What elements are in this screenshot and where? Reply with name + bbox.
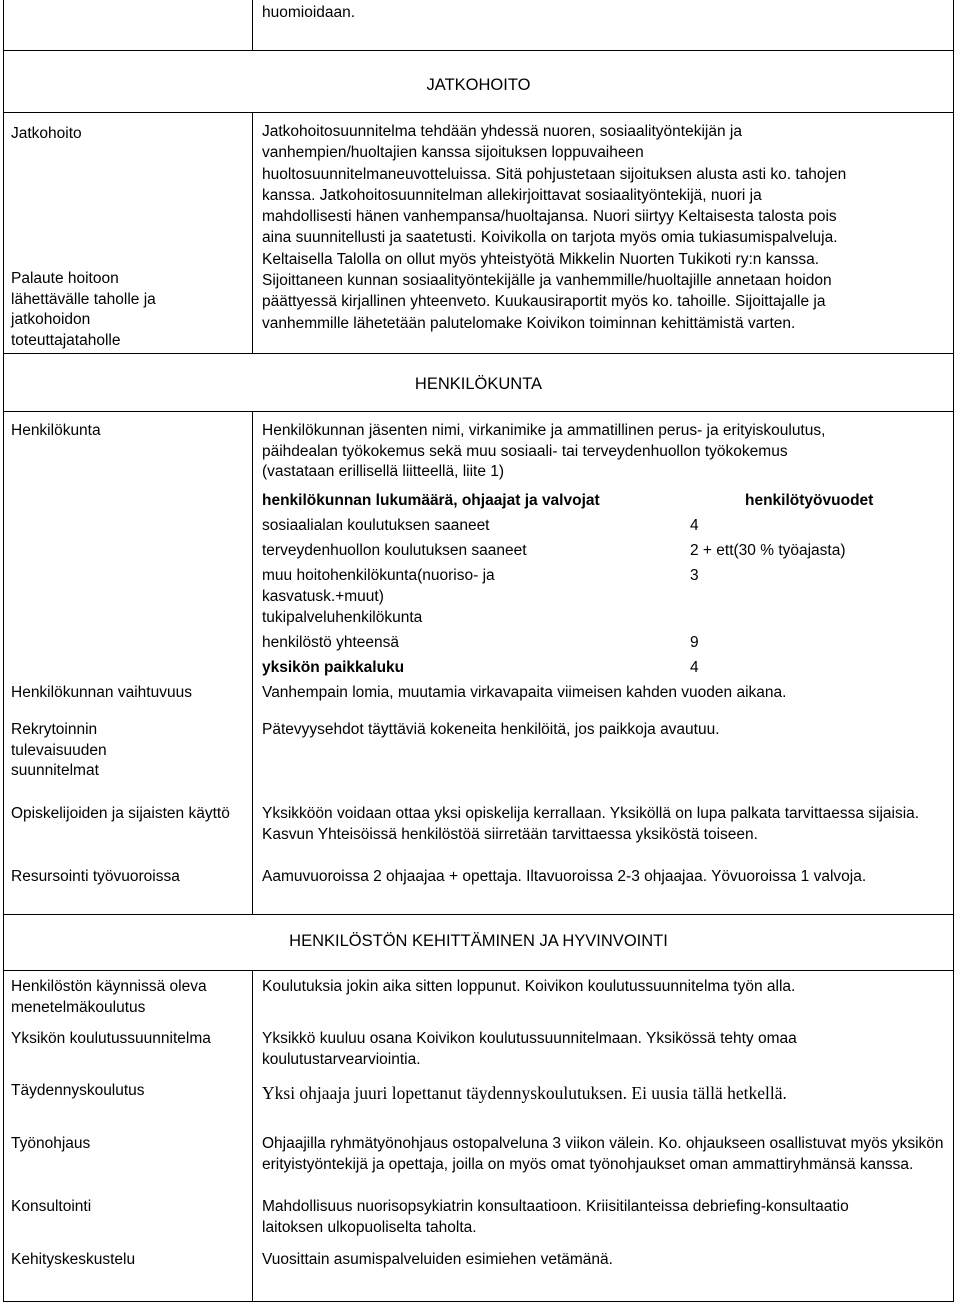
table-row-label: yksikön paikkaluku [262,659,405,676]
row-divider [3,353,954,354]
table-header-left: henkilökunnan lukumäärä, ohjaajat ja valvojat [262,492,600,509]
text-menetelmakoulutus: Koulutuksia jokin aika sitten loppunut. Koivikon koulutussuunnitelma työn alla. [262,978,796,995]
column-divider [252,0,253,50]
table-row-count: 9 [690,634,699,651]
text-taydennyskoulutus: Yksi ohjaaja juuri lopettanut täydennyskoulutuksen. Ei uusia tällä hetkellä. [262,1083,787,1103]
row-divider [3,914,954,915]
border-right [953,0,954,1302]
label-vaihtuvuus: Henkilökunnan vaihtuvuus [11,684,192,701]
label-jatkohoito: Jatkohoito [11,125,82,142]
table-header-right: henkilötyövuodet [745,492,874,509]
jatkohoito-body: Jatkohoitosuunnitelma tehdään yhdessä nuoren, sosiaalityöntekijän ja vanhempien/huoltajien kanssa sijoituksen loppuvaiheen huoltosuunnitelmaneuvotteluissa. Sitä pohjustetaan sijoituksen alusta asti ko. tahojen kanssa. Jatkohoitosuunnitelman allekirjoittavat sosiaalityöntekijä, nuori ja mahdollisesti hänen vanhempansa/huoltajansa. Nuori siirtyy Keltaisesta talosta pois aina suunnitellusti ja saatetusti. Koivikolla on tarjota myös omia tukiasumispalveluja. Keltaisella Talolla on ollut myös yhteistyötä Mikkelin Nuorten Tukikoti ry:n kanssa. Sijoittaneen kunnan sosiaalityöntekijälle ja vanhemmille/huoltajille annetaan hoidon päättyessä kirjallinen yhteenveto. Kuukausiraportit myös ko. tahoille. Sijoittajalle ja vanhemmille lähetetään palutelomake Koivikon toiminnan kehittämistä varten. [262,123,847,332]
table-row-count: 4 [690,659,699,676]
label-rekrytointi: Rekrytoinnin tulevaisuuden suunnitelmat [11,721,107,779]
table-row-label: terveydenhuollon koulutuksen saaneet [262,542,527,559]
label-palaute-hoitoon: Palaute hoitoon lähettävälle taholle ja jatkohoidon toteuttajataholle [11,270,156,349]
label-kehityskeskustelu: Kehityskeskustelu [11,1251,136,1268]
table-row-count: 4 [690,517,699,534]
column-divider [252,112,253,353]
label-henkilokunta: Henkilökunta [11,422,101,439]
label-koulutussuunnitelma: Yksikön koulutussuunnitelma [11,1030,211,1047]
border-left [3,0,4,1302]
section-heading-jatkohoito: JATKOHOITO [426,76,531,94]
row-divider [3,112,954,113]
label-menetelmakoulutus: Henkilöstön käynnissä oleva menetelmäkoulutus [11,978,207,1016]
document-page [3,0,954,1302]
column-divider [252,411,253,914]
text-kehityskeskustelu: Vuosittain asumispalveluiden esimiehen vetämänä. [262,1251,613,1268]
text-konsultointi: Mahdollisuus nuorisopsykiatrin konsultaatioon. Kriisitilanteissa debriefing-konsultaatio laitoksen ulkopuoliselta taholta. [262,1198,849,1236]
label-konsultointi: Konsultointi [11,1198,92,1215]
label-taydennyskoulutus: Täydennyskoulutus [11,1082,145,1099]
table-row-count: 2 + ett(30 % työajasta) [690,542,846,559]
table-row-label: tukipalveluhenkilökunta [262,609,423,626]
text-vaihtuvuus: Vanhempain lomia, muutamia virkavapaita viimeisen kahden vuoden aikana. [262,684,787,701]
row-divider [3,50,954,51]
top-cell-text: huomioidaan. [262,4,356,21]
label-tyonohjaus: Työnohjaus [11,1135,91,1152]
column-divider [252,970,253,1302]
text-resursointi: Aamuvuoroissa 2 ohjaajaa + opettaja. Iltavuoroissa 2-3 ohjaajaa. Yövuoroissa 1 valvoja. [262,868,867,885]
text-tyonohjaus: Ohjaajilla ryhmätyönohjaus ostopalveluna 3 viikon välein. Ko. ohjaukseen osallistuvat myös yksikön erityistyöntekijä ja opettaja, joilla on myös omat työnohjaukset oman ammattiryhmänsä kanssa. [262,1135,944,1173]
section-heading-henkilokunta: HENKILÖKUNTA [414,375,543,393]
row-divider [3,1301,954,1302]
table-row-label: henkilöstö yhteensä [262,634,400,651]
text-koulutussuunnitelma: Yksikkö kuuluu osana Koivikon koulutussuunnitelmaan. Yksikössä tehty omaa koulutustarvearviointia. [262,1030,797,1068]
label-resursointi: Resursointi työvuoroissa [11,868,180,885]
table-row-count: 3 [690,567,699,584]
row-divider [3,411,954,412]
text-opiskelijat: Yksikköön voidaan ottaa yksi opiskelija kerrallaan. Yksiköllä on lupa palkata tarvittaessa sijaisia. Kasvun Yhteisöissä henkilöstöä siirretään tarvittaessa yksiköstä toiseen. [262,805,920,843]
table-row-label: sosiaalialan koulutuksen saaneet [262,517,490,534]
section-heading-kehittaminen: HENKILÖSTÖN KEHITTÄMINEN JA HYVINVOINTI [289,932,668,950]
henkilokunta-intro: Henkilökunnan jäsenten nimi, virkanimike ja ammatillinen perus- ja erityiskoulutus, päihdealan työkokemus sekä muu sosiaali- tai terveydenhuollon työkokemus (vastataan erillisellä liitteellä, liite 1) [262,422,826,480]
label-opiskelijat: Opiskelijoiden ja sijaisten käyttö [11,805,230,822]
row-divider [3,970,954,971]
text-rekrytointi: Pätevyysehdot täyttäviä kokeneita henkilöitä, jos paikkoja avautuu. [262,721,720,738]
table-row-label: muu hoitohenkilökunta(nuoriso- ja kasvatusk.+muut) [262,567,495,605]
